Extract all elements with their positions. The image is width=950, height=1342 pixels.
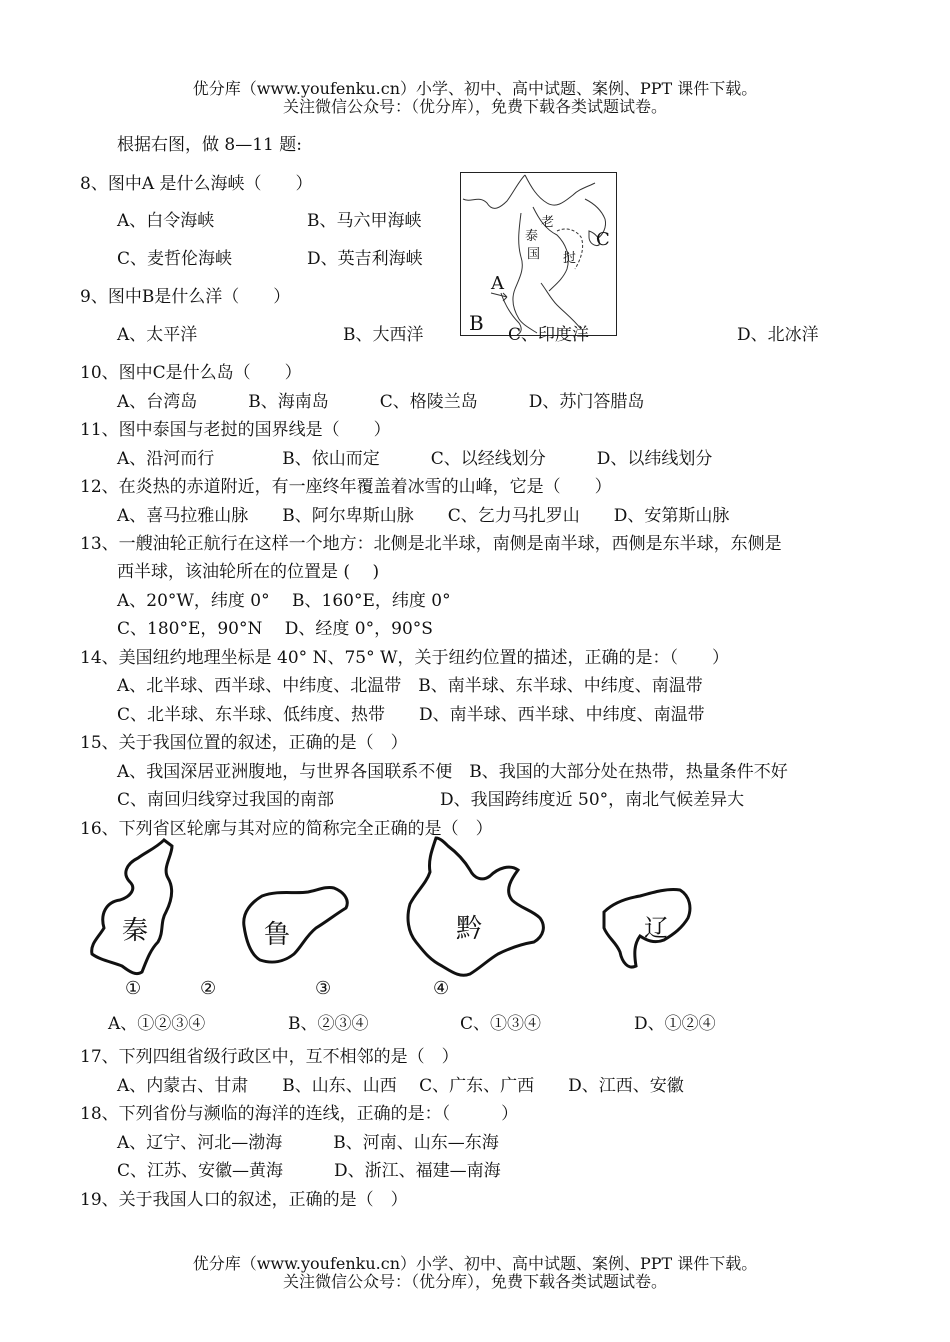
- q18-options-cd: C、江苏、安徽—黄海 D、浙江、福建—南海: [117, 1161, 501, 1181]
- q13-options-ab: A、20°W，纬度 0° B、160°E，纬度 0°: [117, 591, 451, 611]
- q8-option-c: C、麦哲伦海峡: [117, 249, 233, 269]
- map-label-a: A: [491, 273, 504, 294]
- q18-stem: 18、下列省份与濒临的海洋的连线，正确的是：（ ）: [80, 1104, 519, 1124]
- q15-option-d: D、我国跨纬度近 50°，南北气候差异大: [440, 790, 745, 810]
- q13-stem-2: 西半球，该油轮所在的位置是 ( ): [117, 562, 380, 582]
- q16-option-c: C、①③④: [460, 1014, 542, 1034]
- footer-line-1: 优分库（www.youfenku.cn）小学、初中、高中试题、案例、PPT 课件下载。: [192, 1254, 758, 1273]
- q16-option-a: A、①②③④: [108, 1014, 206, 1034]
- q14-stem: 14、美国纽约地理坐标是 40° N、75° W，关于纽约位置的描述，正确的是：（ ）: [80, 648, 729, 668]
- q15-options-ab: A、我国深居亚洲腹地，与世界各国联系不便 B、我国的大部分处在热带，热量条件不好: [117, 762, 788, 782]
- q9-option-d: D、北冰洋: [737, 325, 819, 345]
- q13-options-cd: C、180°E，90°N D、经度 0°，90°S: [117, 619, 433, 639]
- q17-stem: 17、下列四组省级行政区中，互不相邻的是（ ）: [80, 1047, 459, 1067]
- map-label-laos-2: 挝: [563, 251, 577, 266]
- q8-option-b: B、马六甲海峡: [307, 211, 422, 231]
- q19-stem: 19、关于我国人口的叙述，正确的是（ ）: [80, 1190, 408, 1210]
- q10-stem: 10、图中C是什么岛（ ）: [80, 363, 302, 383]
- map-label-thai-2: 国: [527, 247, 541, 262]
- province-shape-liaoning: [598, 882, 698, 974]
- map-label-thai-1: 泰: [525, 229, 539, 244]
- q17-options: A、内蒙古、甘肃 B、山东、山西 C、广东、广西 D、江西、安徽: [117, 1076, 684, 1096]
- q12-options: A、喜马拉雅山脉 B、阿尔卑斯山脉 C、乞力马扎罗山 D、安第斯山脉: [117, 506, 730, 526]
- header-line-1: 优分库（www.youfenku.cn）小学、初中、高中试题、案例、PPT 课件下载。: [192, 79, 758, 98]
- marker-2: ②: [200, 978, 217, 999]
- map-label-c: C: [596, 229, 610, 250]
- marker-4: ④: [433, 978, 450, 999]
- q14-options-ab: A、北半球、西半球、中纬度、北温带 B、南半球、东半球、中纬度、南温带: [117, 676, 703, 696]
- q9-option-c: C、印度洋: [508, 325, 590, 345]
- marker-1: ①: [125, 978, 142, 999]
- q15-option-c: C、南回归线穿过我国的南部: [117, 790, 335, 810]
- province-shape-yunnan: [400, 834, 550, 984]
- province-label-liao: 辽: [644, 914, 668, 942]
- footer-line-2: 关注微信公众号：（优分库），免费下载各类试题试卷。: [282, 1272, 667, 1291]
- q10-options: A、台湾岛 B、海南岛 C、格陵兰岛 D、苏门答腊岛: [117, 392, 645, 412]
- map-label-laos-1: 老: [541, 215, 555, 230]
- q8-option-d: D、英吉利海峡: [307, 249, 423, 269]
- q14-options-cd: C、北半球、东半球、低纬度、热带 D、南半球、西半球、中纬度、南温带: [117, 705, 705, 725]
- q16-stem: 16、下列省区轮廓与其对应的简称完全正确的是（ ）: [80, 819, 493, 839]
- q13-stem: 13、一艘油轮正航行在这样一个地方：北侧是北半球，南侧是南半球，西侧是东半球，东侧是: [80, 534, 782, 554]
- q8-option-a: A、白令海峡: [117, 211, 215, 231]
- marker-3: ③: [315, 978, 332, 999]
- q9-option-a: A、太平洋: [117, 325, 198, 345]
- q16-option-b: B、②③④: [288, 1014, 369, 1034]
- q16-option-d: D、①②④: [634, 1014, 716, 1034]
- q9-option-b: B、大西洋: [343, 325, 424, 345]
- q12-stem: 12、在炎热的赤道附近，有一座终年覆盖着冰雪的山峰，它是（ ）: [80, 477, 612, 497]
- q8-stem: 8、图中A 是什么海峡（ ）: [80, 174, 313, 194]
- q11-stem: 11、图中泰国与老挝的国界线是（ ）: [80, 420, 391, 440]
- province-shape-shandong: [238, 882, 354, 966]
- province-label-qin: 秦: [122, 916, 149, 946]
- q18-options-ab: A、辽宁、河北—渤海 B、河南、山东—东海: [117, 1133, 499, 1153]
- intro-text: 根据右图，做 8—11 题:: [117, 135, 302, 155]
- q15-stem: 15、关于我国位置的叙述，正确的是（ ）: [80, 733, 408, 753]
- province-label-lu: 鲁: [264, 920, 291, 950]
- header-line-2: 关注微信公众号：（优分库），免费下载各类试题试卷。: [282, 97, 667, 116]
- province-label-qian: 黔: [456, 914, 483, 944]
- q11-options: A、沿河而行 B、依山而定 C、以经线划分 D、以纬线划分: [117, 449, 713, 469]
- map-label-b: B: [469, 311, 484, 335]
- province-shape-shaanxi: [86, 838, 186, 978]
- southeast-asia-map: [460, 172, 617, 336]
- q9-stem: 9、图中B是什么洋（ ）: [80, 287, 291, 307]
